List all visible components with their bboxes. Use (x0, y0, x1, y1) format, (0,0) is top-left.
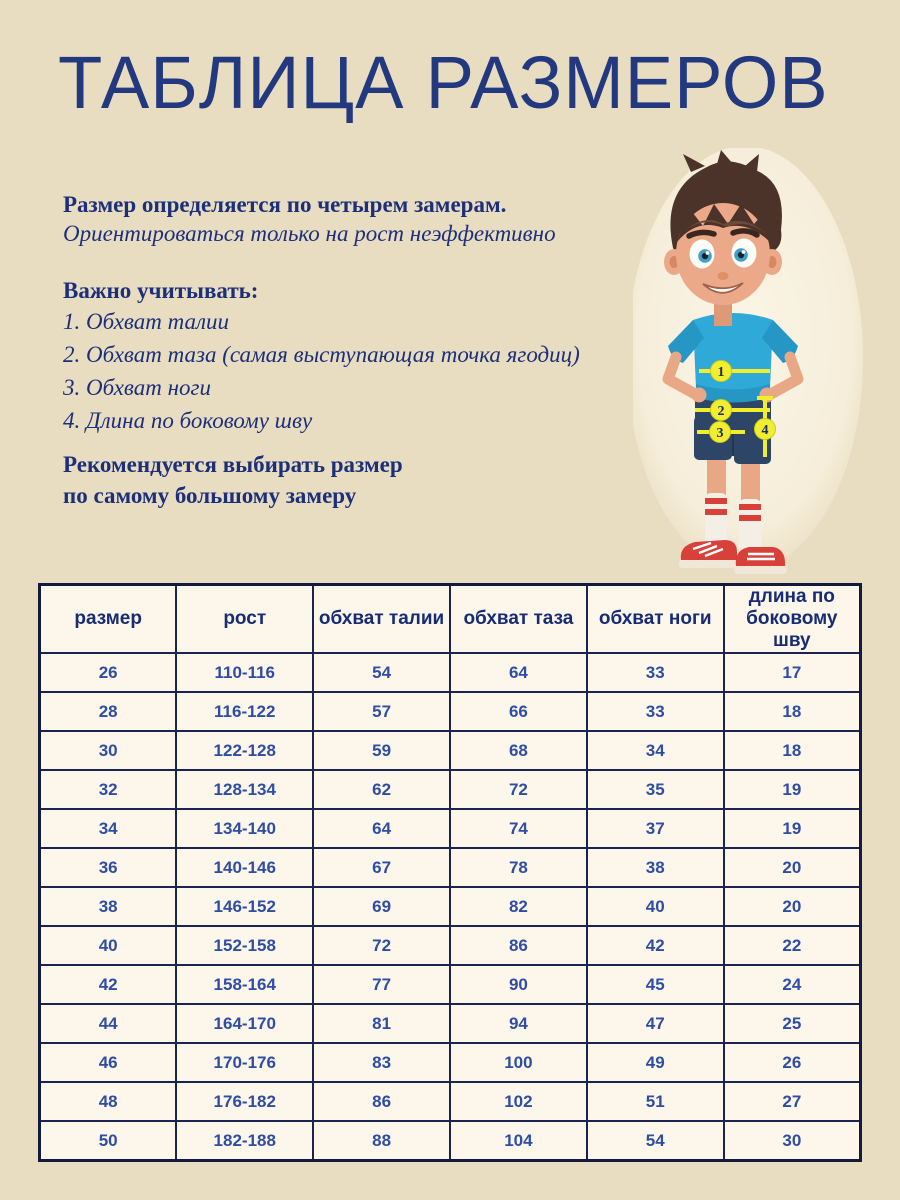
boy-nose (718, 272, 729, 280)
header-hips: обхват таза (450, 585, 587, 654)
table-cell: 67 (313, 848, 450, 887)
table-cell: 49 (587, 1043, 724, 1082)
important-heading: Важно учитывать: (63, 278, 259, 303)
table-cell: 48 (40, 1082, 177, 1121)
table-cell: 51 (587, 1082, 724, 1121)
table-cell: 17 (724, 653, 861, 692)
table-cell: 122-128 (176, 731, 313, 770)
table-cell: 72 (313, 926, 450, 965)
table-cell: 146-152 (176, 887, 313, 926)
table-cell: 26 (724, 1043, 861, 1082)
table-cell: 128-134 (176, 770, 313, 809)
table-cell: 20 (724, 848, 861, 887)
table-cell: 59 (313, 731, 450, 770)
table-cell: 28 (40, 692, 177, 731)
table-cell: 54 (313, 653, 450, 692)
table-cell: 45 (587, 965, 724, 1004)
table-cell: 64 (450, 653, 587, 692)
table-cell: 46 (40, 1043, 177, 1082)
table-cell: 26 (40, 653, 177, 692)
table-cell: 134-140 (176, 809, 313, 848)
table-cell: 86 (313, 1082, 450, 1121)
list-item: 4. Длина по боковому шву (63, 408, 313, 433)
recommendation-line-1: Рекомендуется выбирать размер (63, 452, 403, 477)
table-row (40, 926, 861, 965)
size-chart-table (38, 583, 862, 1162)
intro-line-1: Размер определяется по четырем замерам. (63, 192, 507, 217)
table-cell: 57 (313, 692, 450, 731)
description-block (63, 190, 633, 511)
table-cell: 24 (724, 965, 861, 1004)
table-row (40, 1121, 861, 1161)
table-cell: 30 (40, 731, 177, 770)
table-cell: 72 (450, 770, 587, 809)
table-cell: 35 (587, 770, 724, 809)
table-row (40, 1043, 861, 1082)
table-cell: 100 (450, 1043, 587, 1082)
page-title: ТАБЛИЦА РАЗМЕРОВ (58, 41, 829, 124)
table-row (40, 731, 861, 770)
table-cell: 42 (40, 965, 177, 1004)
table-cell: 81 (313, 1004, 450, 1043)
table-cell: 90 (450, 965, 587, 1004)
header-leg: обхват ноги (587, 585, 724, 654)
header-size: размер (40, 585, 177, 654)
table-cell: 140-146 (176, 848, 313, 887)
table-cell: 110-116 (176, 653, 313, 692)
table-cell: 64 (313, 809, 450, 848)
table-cell: 83 (313, 1043, 450, 1082)
recommendation-block (63, 449, 633, 511)
table-cell: 182-188 (176, 1121, 313, 1161)
table-cell: 170-176 (176, 1043, 313, 1082)
table-row (40, 848, 861, 887)
table-cell: 33 (587, 653, 724, 692)
table-cell: 40 (40, 926, 177, 965)
table-cell: 66 (450, 692, 587, 731)
table-cell: 82 (450, 887, 587, 926)
table-cell: 30 (724, 1121, 861, 1161)
measurement-list (63, 305, 633, 437)
table-cell: 74 (450, 809, 587, 848)
table-cell: 34 (587, 731, 724, 770)
table-cell: 94 (450, 1004, 587, 1043)
table-cell: 40 (587, 887, 724, 926)
table-cell: 54 (587, 1121, 724, 1161)
header-side-seam: длина по боковому шву (724, 585, 861, 654)
table-cell: 158-164 (176, 965, 313, 1004)
table-cell: 78 (450, 848, 587, 887)
marker-3-number: 3 (716, 426, 724, 441)
table-cell: 104 (450, 1121, 587, 1161)
header-waist: обхват талии (313, 585, 450, 654)
marker-2-number: 2 (717, 404, 725, 419)
table-cell: 18 (724, 692, 861, 731)
table-cell: 50 (40, 1121, 177, 1161)
table-row (40, 1004, 861, 1043)
table-cell: 164-170 (176, 1004, 313, 1043)
table-cell: 102 (450, 1082, 587, 1121)
table-cell: 32 (40, 770, 177, 809)
table-cell: 33 (587, 692, 724, 731)
table-cell: 19 (724, 770, 861, 809)
header-height: рост (176, 585, 313, 654)
table-row (40, 809, 861, 848)
table-cell: 86 (450, 926, 587, 965)
table-cell: 116-122 (176, 692, 313, 731)
table-row (40, 887, 861, 926)
table-cell: 38 (40, 887, 177, 926)
intro-line-2: Ориентироваться только на рост неэффективно (63, 221, 556, 246)
recommendation-line-2: по самому большому замеру (63, 483, 357, 508)
table-cell: 47 (587, 1004, 724, 1043)
table-row (40, 965, 861, 1004)
table-cell: 42 (587, 926, 724, 965)
list-item: 1. Обхват талии (63, 309, 230, 334)
table-cell: 68 (450, 731, 587, 770)
table-row (40, 692, 861, 731)
table-cell: 44 (40, 1004, 177, 1043)
table-cell: 27 (724, 1082, 861, 1121)
table-cell: 18 (724, 731, 861, 770)
table-cell: 152-158 (176, 926, 313, 965)
marker-4-number: 4 (761, 423, 769, 438)
table-cell: 36 (40, 848, 177, 887)
table-cell: 176-182 (176, 1082, 313, 1121)
table-cell: 20 (724, 887, 861, 926)
table-cell: 37 (587, 809, 724, 848)
table-cell: 25 (724, 1004, 861, 1043)
table-cell: 19 (724, 809, 861, 848)
boy-illustration (633, 148, 883, 578)
table-cell: 34 (40, 809, 177, 848)
table-cell: 22 (724, 926, 861, 965)
table-row (40, 770, 861, 809)
table-cell: 62 (313, 770, 450, 809)
list-item: 2. Обхват таза (самая выступающая точка ягодиц) (63, 342, 580, 367)
table-row (40, 653, 861, 692)
table-cell: 69 (313, 887, 450, 926)
table-cell: 77 (313, 965, 450, 1004)
table-cell: 38 (587, 848, 724, 887)
table-row (40, 1082, 861, 1121)
marker-1-number: 1 (717, 365, 725, 380)
table-cell: 88 (313, 1121, 450, 1161)
table-header-row (40, 585, 861, 654)
list-item: 3. Обхват ноги (63, 375, 211, 400)
